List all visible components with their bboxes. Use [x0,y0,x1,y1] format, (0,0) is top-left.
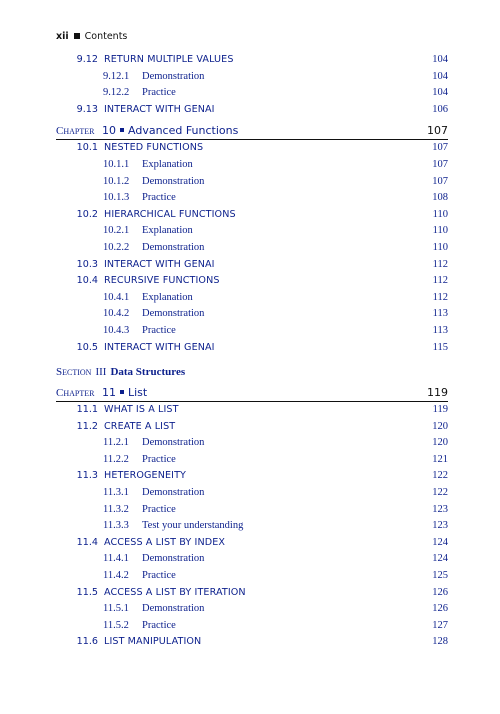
subsection-title-link[interactable]: Explanation [142,158,193,170]
section-title-link[interactable]: CREATE A LIST [104,420,176,432]
section-page-number: 110 [432,208,448,220]
section-page-number: 128 [432,636,448,648]
subsection-number: 11.4.1 [103,553,129,565]
subsection-page-number: 110 [432,241,448,253]
square-bullet-icon [74,33,80,39]
section-page-number: 122 [432,470,448,482]
subsection-title-link[interactable]: Explanation [142,291,193,303]
toc-part-entry[interactable] [56,362,448,380]
subsection-number: 11.5.1 [103,603,129,615]
subsection-number: 11.2.1 [103,437,129,449]
subsection-number: 10.1.1 [103,158,130,170]
subsection-page-number: 112 [432,291,448,303]
section-title-link[interactable]: ACCESS A LIST BY ITERATION [104,586,246,598]
toc-section-entry[interactable] [56,535,448,552]
subsection-page-number: 123 [432,520,448,532]
toc-section-entry[interactable] [56,140,448,157]
section-number: 11.4 [76,536,98,548]
toc-subsection-entry[interactable] [56,306,448,323]
section-page-number: 112 [432,258,448,270]
subsection-page-number: 113 [432,308,448,320]
subsection-title-link[interactable]: Demonstration [142,603,205,615]
chapter-number: 10 [102,124,116,138]
section-title-link[interactable]: INTERACT WITH GENAI [104,341,215,353]
toc-section-entry[interactable] [56,634,448,651]
toc-section-entry[interactable] [56,340,448,357]
section-number: 9.13 [76,103,98,115]
subsection-page-number: 113 [432,324,448,336]
toc-subsection-entry[interactable] [56,485,448,502]
section-title-link[interactable]: NESTED FUNCTIONS [104,142,204,154]
subsection-page-number: 123 [432,503,448,515]
toc-subsection-entry[interactable] [56,290,448,307]
toc-section-entry[interactable] [56,468,448,485]
subsection-number: 9.12.1 [103,70,130,82]
toc-subsection-entry[interactable] [56,157,448,174]
subsection-page-number: 104 [432,87,448,99]
subsection-title-link[interactable]: Demonstration [142,175,205,187]
section-title-link[interactable]: RETURN MULTIPLE VALUES [104,54,234,65]
section-number: 10.1 [76,142,98,154]
section-number: 9.12 [76,54,98,65]
part-number: III [95,366,107,379]
subsection-number: 11.3.3 [103,520,129,532]
subsection-number: 10.4.1 [103,291,130,303]
subsection-page-number: 122 [432,487,448,499]
part-title[interactable]: Data Structures [110,366,186,379]
subsection-page-number: 120 [432,437,448,449]
toc-section-entry[interactable] [56,585,448,602]
subsection-title-link[interactable]: Practice [142,570,176,582]
section-page-number: 112 [432,275,448,287]
subsection-number: 10.2.1 [103,225,130,237]
section-title-link[interactable]: HIERARCHICAL FUNCTIONS [104,208,236,220]
subsection-number: 9.12.2 [103,87,130,99]
toc-subsection-entry[interactable] [56,618,448,635]
chapter-title[interactable]: Advanced Functions [128,124,239,138]
subsection-page-number: 124 [432,553,448,565]
subsection-number: 10.4.2 [103,308,130,320]
toc-section-entry[interactable] [56,102,448,119]
toc-subsection-entry[interactable] [56,240,448,257]
chapter-separator-icon [120,128,124,132]
subsection-title-link[interactable]: Demonstration [142,487,205,499]
section-number: 11.3 [76,470,98,482]
toc-chapter-entry[interactable] [56,385,448,402]
subsection-page-number: 108 [432,192,448,204]
subsection-title-link[interactable]: Demonstration [142,241,205,253]
section-number: 10.5 [76,341,98,353]
subsection-number: 11.3.1 [103,487,129,499]
chapter-page-number: 107 [427,124,448,138]
toc-section-entry[interactable] [56,207,448,224]
toc-subsection-entry[interactable] [56,551,448,568]
section-title-link[interactable]: WHAT IS A LIST [104,404,179,416]
subsection-title-link[interactable]: Practice [142,192,176,204]
toc-subsection-entry[interactable] [56,435,448,452]
part-label: Section [56,366,92,379]
chapter-page-number: 119 [427,386,448,400]
chapter-separator-icon [120,390,124,394]
subsection-number: 10.1.3 [103,192,130,204]
section-number: 10.4 [76,275,98,287]
section-page-number: 126 [432,586,448,598]
toc-subsection-entry[interactable] [56,69,448,86]
toc-section-entry[interactable] [56,52,448,69]
subsection-page-number: 127 [432,619,448,631]
section-number: 10.2 [76,208,98,220]
toc-subsection-entry[interactable] [56,323,448,340]
subsection-page-number: 104 [432,70,448,82]
toc-subsection-entry[interactable] [56,85,448,102]
toc-subsection-entry[interactable] [56,452,448,469]
section-number: 11.1 [76,404,98,416]
toc-subsection-entry[interactable] [56,601,448,618]
subsection-title-link[interactable]: Demonstration [142,308,205,320]
subsection-page-number: 107 [432,158,448,170]
subsection-number: 11.3.2 [103,503,129,515]
subsection-number: 11.4.2 [103,570,129,582]
section-title-link[interactable]: ACCESS A LIST BY INDEX [104,536,226,548]
table-of-contents [56,52,448,651]
subsection-number: 11.5.2 [103,619,129,631]
subsection-page-number: 121 [432,453,448,465]
toc-section-entry[interactable] [56,419,448,436]
header-title: Contents [84,30,128,42]
section-title-link[interactable]: RECURSIVE FUNCTIONS [104,275,220,287]
toc-section-entry[interactable] [56,273,448,290]
subsection-title-link[interactable]: Practice [142,324,176,336]
subsection-number: 11.2.2 [103,453,129,465]
running-header [56,29,127,43]
subsection-number: 10.4.3 [103,324,130,336]
toc-subsection-entry[interactable] [56,502,448,519]
subsection-page-number: 125 [432,570,448,582]
section-number: 10.3 [76,258,98,270]
chapter-heading[interactable] [102,123,238,139]
section-title-link[interactable]: LIST MANIPULATION [104,636,202,648]
toc-subsection-entry[interactable] [56,190,448,207]
header-page-number: xii [56,30,69,42]
section-number: 11.5 [76,586,98,598]
section-page-number: 104 [432,54,448,65]
toc-subsection-entry[interactable] [56,518,448,535]
subsection-title-link[interactable]: Practice [142,619,176,631]
subsection-title-link[interactable]: Explanation [142,225,193,237]
chapter-number: 11 [102,386,116,400]
subsection-page-number: 126 [432,603,448,615]
section-page-number: 115 [432,341,448,353]
toc-subsection-entry[interactable] [56,174,448,191]
subsection-title-link[interactable]: Practice [142,87,176,99]
section-number: 11.2 [76,420,98,432]
section-title-link[interactable]: HETEROGENEITY [104,470,186,482]
toc-section-entry[interactable] [56,257,448,274]
subsection-title-link[interactable]: Demonstration [142,70,205,82]
section-title-link[interactable]: INTERACT WITH GENAI [104,103,215,115]
section-page-number: 107 [432,142,448,154]
chapter-title[interactable]: List [128,386,148,400]
subsection-title-link[interactable]: Test your understanding [142,520,244,532]
subsection-number: 10.1.2 [103,175,130,187]
section-page-number: 120 [432,420,448,432]
subsection-title-link[interactable]: Demonstration [142,553,205,565]
toc-subsection-entry[interactable] [56,223,448,240]
section-number: 11.6 [76,636,98,648]
subsection-page-number: 110 [432,225,448,237]
toc-subsection-entry[interactable] [56,568,448,585]
toc-chapter-entry[interactable] [56,123,448,140]
chapter-label [56,385,94,401]
chapter-heading[interactable] [102,385,147,401]
section-page-number: 119 [432,404,448,416]
chapter-word: Chapter [56,387,95,400]
subsection-title-link[interactable]: Practice [142,453,176,465]
subsection-title-link[interactable]: Demonstration [142,437,205,449]
subsection-page-number: 107 [432,175,448,187]
section-page-number: 106 [432,103,448,115]
section-page-number: 124 [432,536,448,548]
chapter-word: Chapter [56,125,95,138]
section-title-link[interactable]: INTERACT WITH GENAI [104,258,215,270]
subsection-title-link[interactable]: Practice [142,503,176,515]
chapter-label [56,123,94,139]
toc-section-entry[interactable] [56,402,448,419]
subsection-number: 10.2.2 [103,241,130,253]
